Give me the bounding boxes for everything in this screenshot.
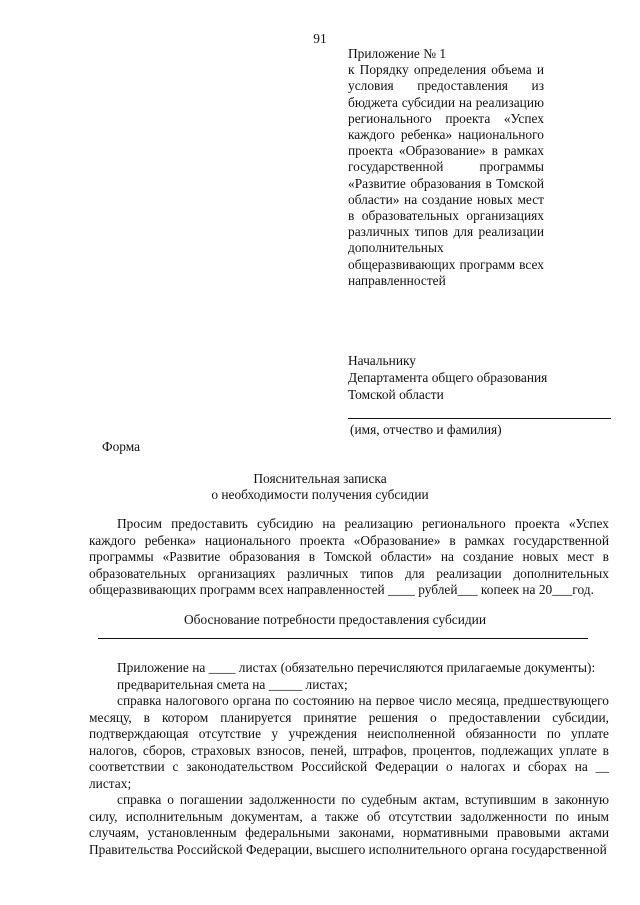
- justification-title: Обоснование потребности предоставления субсидии: [183, 612, 487, 627]
- page-number: 91: [313, 31, 327, 46]
- note-title-line-1: Пояснительная записка: [253, 471, 387, 486]
- appendix-title: Приложение № 1: [348, 46, 447, 61]
- attachments-block: [89, 660, 609, 858]
- request-block: [89, 516, 609, 599]
- addressee-line-3: Томской области: [348, 386, 444, 402]
- justification-line: [98, 638, 588, 639]
- addressee-line-2: Департамента общего образования: [348, 369, 548, 385]
- signature-caption: (имя, отчество и фамилия): [350, 422, 502, 437]
- attachment-item: справка о погашении задолженности по судебным актам, вступившим в законную силу, исполнительным документам, а также об отсутствии задолженности по иным случаям, установленным федеральными законами, нормативными правовыми актами Правительства Российской Федерации, высшего исполнительного органа государственной: [89, 792, 609, 857]
- signature-line: [348, 418, 611, 419]
- note-title: [0, 471, 640, 503]
- addressee-block: [348, 353, 588, 403]
- attachment-item: справка налогового органа по состоянию на первое число месяца, предшествующего месяцу, в котором планируется принятие решения о предоставлении субсидии, подтверждающая отсутствие у учреждения неисполненной обязанности по уплате налогов, сборов, страховых взносов, пеней, штрафов, процентов, подлежащих уплате в соответствии с законодательством Российской Федерации о налогах и сборах на __ листах;: [89, 693, 609, 791]
- addressee-line-1: Начальнику: [348, 353, 417, 368]
- attachment-item: предварительная смета на _____ листах;: [117, 676, 348, 692]
- form-label: Форма: [102, 439, 141, 454]
- request-paragraph: Просим предоставить субсидию на реализацию регионального проекта «Успех каждого ребенка» национального проекта «Образование» в рамках государственной программы «Развитие образования в Томской области» на создание новых мест в образовательных организациях различных типов для реализации дополнительных общеразвивающих программ всех направленностей ____ рублей___ копеек на 20___год.: [89, 516, 609, 597]
- attachments-intro: Приложение на ____ листах (обязательно перечисляются прилагаемые документы):: [117, 660, 596, 675]
- appendix-block: [348, 46, 544, 289]
- note-title-line-2: о необходимости получения субсидии: [211, 487, 429, 503]
- appendix-text: к Порядку определения объема и условия предоставления из бюджета субсидии на реализацию регионального проекта «Успех каждого ребенка» национального проекта «Образование» в рамках государственной программы «Развитие образования в Томской области» на создание новых мест в образовательных организациях различных типов для реализации дополнительных общеразвивающих программ всех направленностей: [348, 62, 544, 288]
